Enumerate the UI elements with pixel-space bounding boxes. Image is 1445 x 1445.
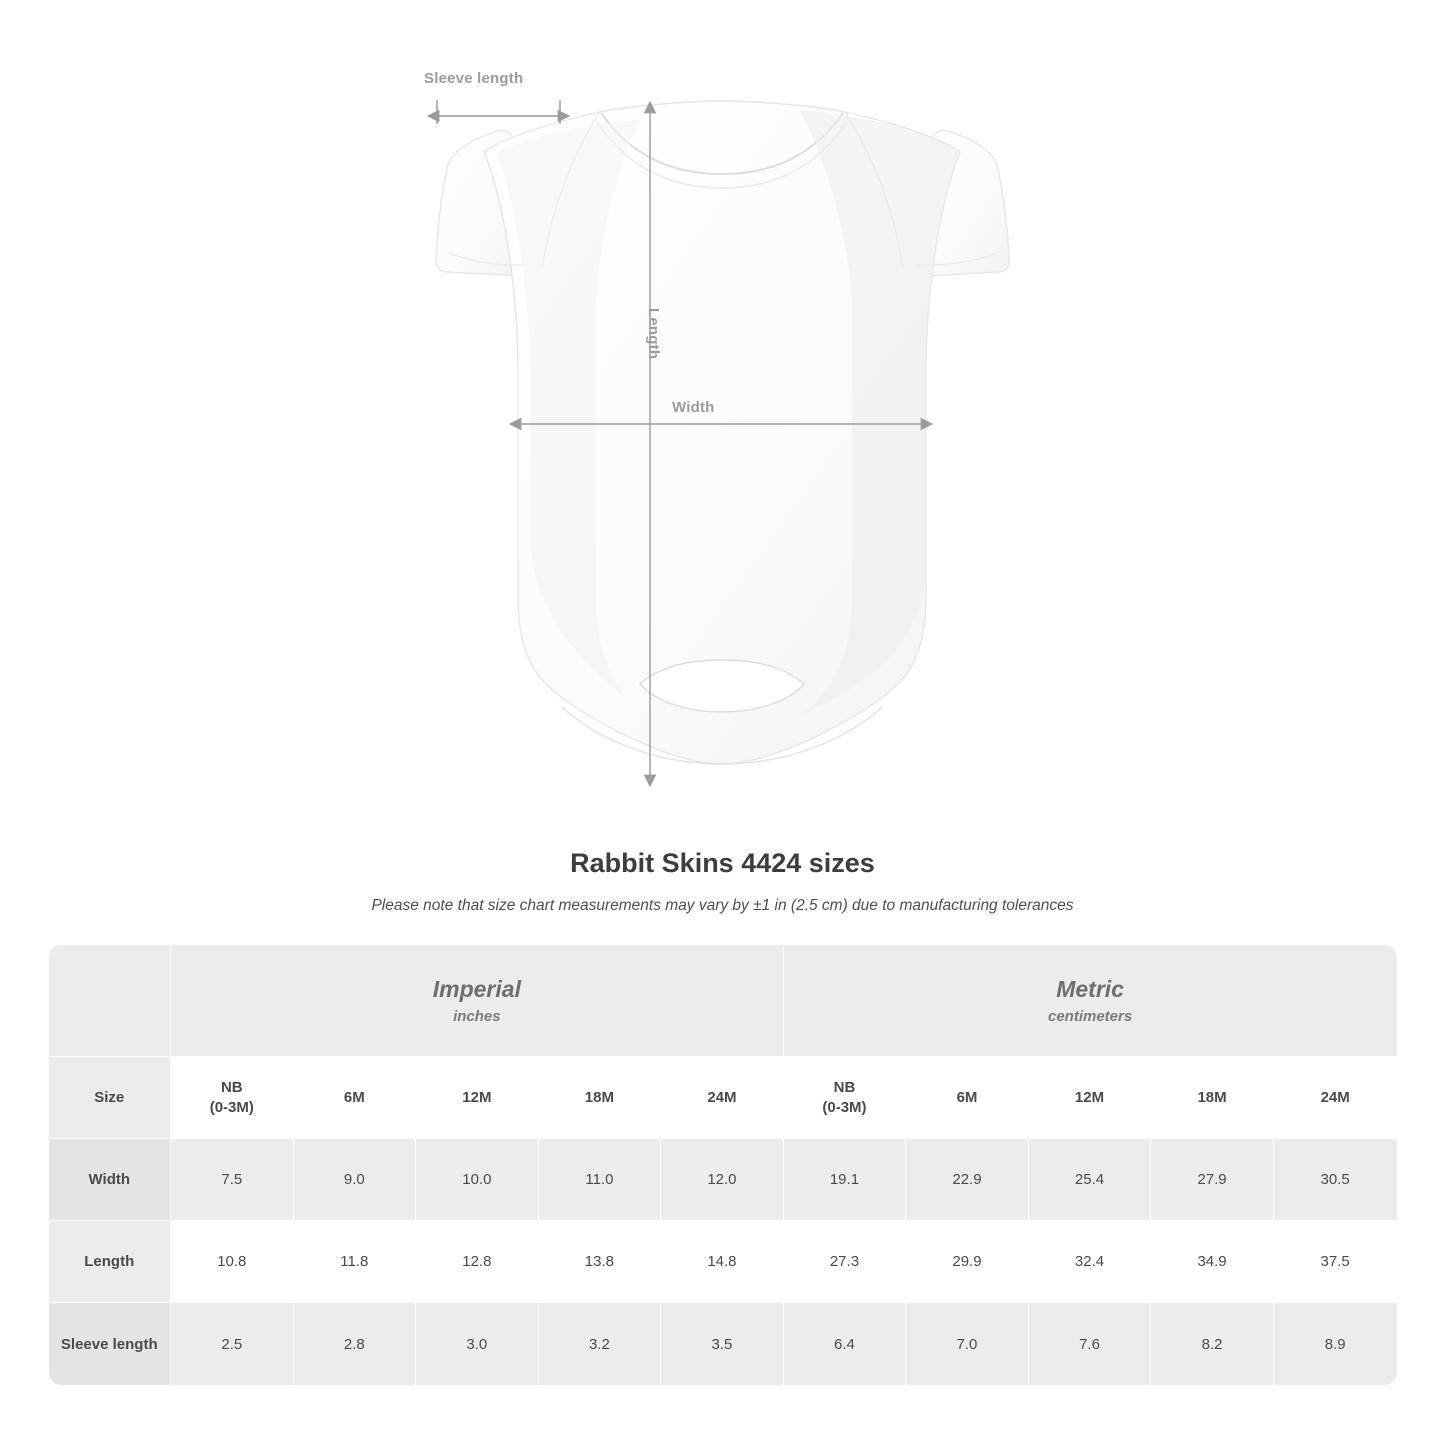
size-chart-table (49, 945, 1397, 1385)
cell-width-metric-18m: 27.9 (1151, 1139, 1274, 1221)
column-header-imperial-24m: 24M (661, 1057, 784, 1139)
unit-name-imperial: Imperial (432, 975, 521, 1002)
table-row (49, 1221, 1397, 1303)
cell-length-metric-12m: 32.4 (1029, 1221, 1152, 1303)
size-chart-table-wrapper (49, 945, 1397, 1385)
unit-header-imperial (171, 945, 784, 1057)
cell-sleeve-metric-18m: 8.2 (1151, 1303, 1274, 1385)
column-header-imperial-6m: 6M (294, 1057, 417, 1139)
unit-header-metric (784, 945, 1397, 1057)
unit-name-metric: Metric (1056, 975, 1124, 1002)
unit-header-row (49, 945, 1397, 1057)
cell-sleeve-metric-nb: 6.4 (784, 1303, 907, 1385)
cell-width-imperial-12m: 10.0 (416, 1139, 539, 1221)
table-row (49, 1139, 1397, 1221)
column-header-metric-12m: 12M (1029, 1057, 1152, 1139)
column-header-metric-nb: NB (0-3M) (784, 1057, 907, 1139)
cell-sleeve-metric-24m: 8.9 (1274, 1303, 1397, 1385)
cell-length-imperial-nb: 10.8 (171, 1221, 294, 1303)
column-header-size: Size (49, 1057, 172, 1139)
cell-sleeve-metric-6m: 7.0 (906, 1303, 1029, 1385)
cell-width-metric-12m: 25.4 (1029, 1139, 1152, 1221)
row-header-width: Width (49, 1139, 172, 1221)
cell-length-imperial-12m: 12.8 (416, 1221, 539, 1303)
cell-length-imperial-18m: 13.8 (539, 1221, 662, 1303)
row-header-sleeve-length: Sleeve length (49, 1303, 172, 1385)
cell-width-imperial-18m: 11.0 (539, 1139, 662, 1221)
cell-width-metric-6m: 22.9 (906, 1139, 1029, 1221)
tolerance-note: Please note that size chart measurements may vary by ±1 in (2.5 cm) due to manufacturing tolerances (371, 897, 1074, 914)
width-dimension-label: Width (672, 399, 715, 416)
cell-length-metric-18m: 34.9 (1151, 1221, 1274, 1303)
page-title: Rabbit Skins 4424 sizes (570, 848, 875, 878)
unit-sub-imperial: inches (453, 1008, 501, 1026)
cell-sleeve-metric-12m: 7.6 (1029, 1303, 1152, 1385)
unit-header-corner (49, 945, 172, 1057)
cell-sleeve-imperial-nb: 2.5 (171, 1303, 294, 1385)
title-block (0, 848, 1445, 915)
column-header-metric-18m: 18M (1151, 1057, 1274, 1139)
size-header-row (49, 1057, 1397, 1139)
cell-length-imperial-6m: 11.8 (294, 1221, 417, 1303)
cell-length-metric-nb: 27.3 (784, 1221, 907, 1303)
column-header-imperial-nb: NB (0-3M) (171, 1057, 294, 1139)
table-row (49, 1303, 1397, 1385)
unit-sub-metric: centimeters (1047, 1008, 1133, 1026)
cell-sleeve-imperial-12m: 3.0 (416, 1303, 539, 1385)
cell-length-imperial-24m: 14.8 (661, 1221, 784, 1303)
cell-sleeve-imperial-24m: 3.5 (661, 1303, 784, 1385)
column-header-imperial-18m: 18M (539, 1057, 662, 1139)
column-header-metric-6m: 6M (906, 1057, 1029, 1139)
cell-width-imperial-24m: 12.0 (661, 1139, 784, 1221)
column-header-metric-24m: 24M (1274, 1057, 1397, 1139)
cell-length-metric-6m: 29.9 (906, 1221, 1029, 1303)
cell-width-metric-24m: 30.5 (1274, 1139, 1397, 1221)
cell-width-metric-nb: 19.1 (784, 1139, 907, 1221)
cell-width-imperial-6m: 9.0 (294, 1139, 417, 1221)
cell-length-metric-24m: 37.5 (1274, 1221, 1397, 1303)
cell-sleeve-imperial-6m: 2.8 (294, 1303, 417, 1385)
cell-width-imperial-nb: 7.5 (171, 1139, 294, 1221)
length-dimension-label: Length (645, 308, 662, 360)
bodysuit-shape (436, 101, 1009, 764)
cell-sleeve-imperial-18m: 3.2 (539, 1303, 662, 1385)
column-header-imperial-12m: 12M (416, 1057, 539, 1139)
row-header-length: Length (49, 1221, 172, 1303)
sleeve-length-dimension-label: Sleeve length (424, 70, 524, 87)
